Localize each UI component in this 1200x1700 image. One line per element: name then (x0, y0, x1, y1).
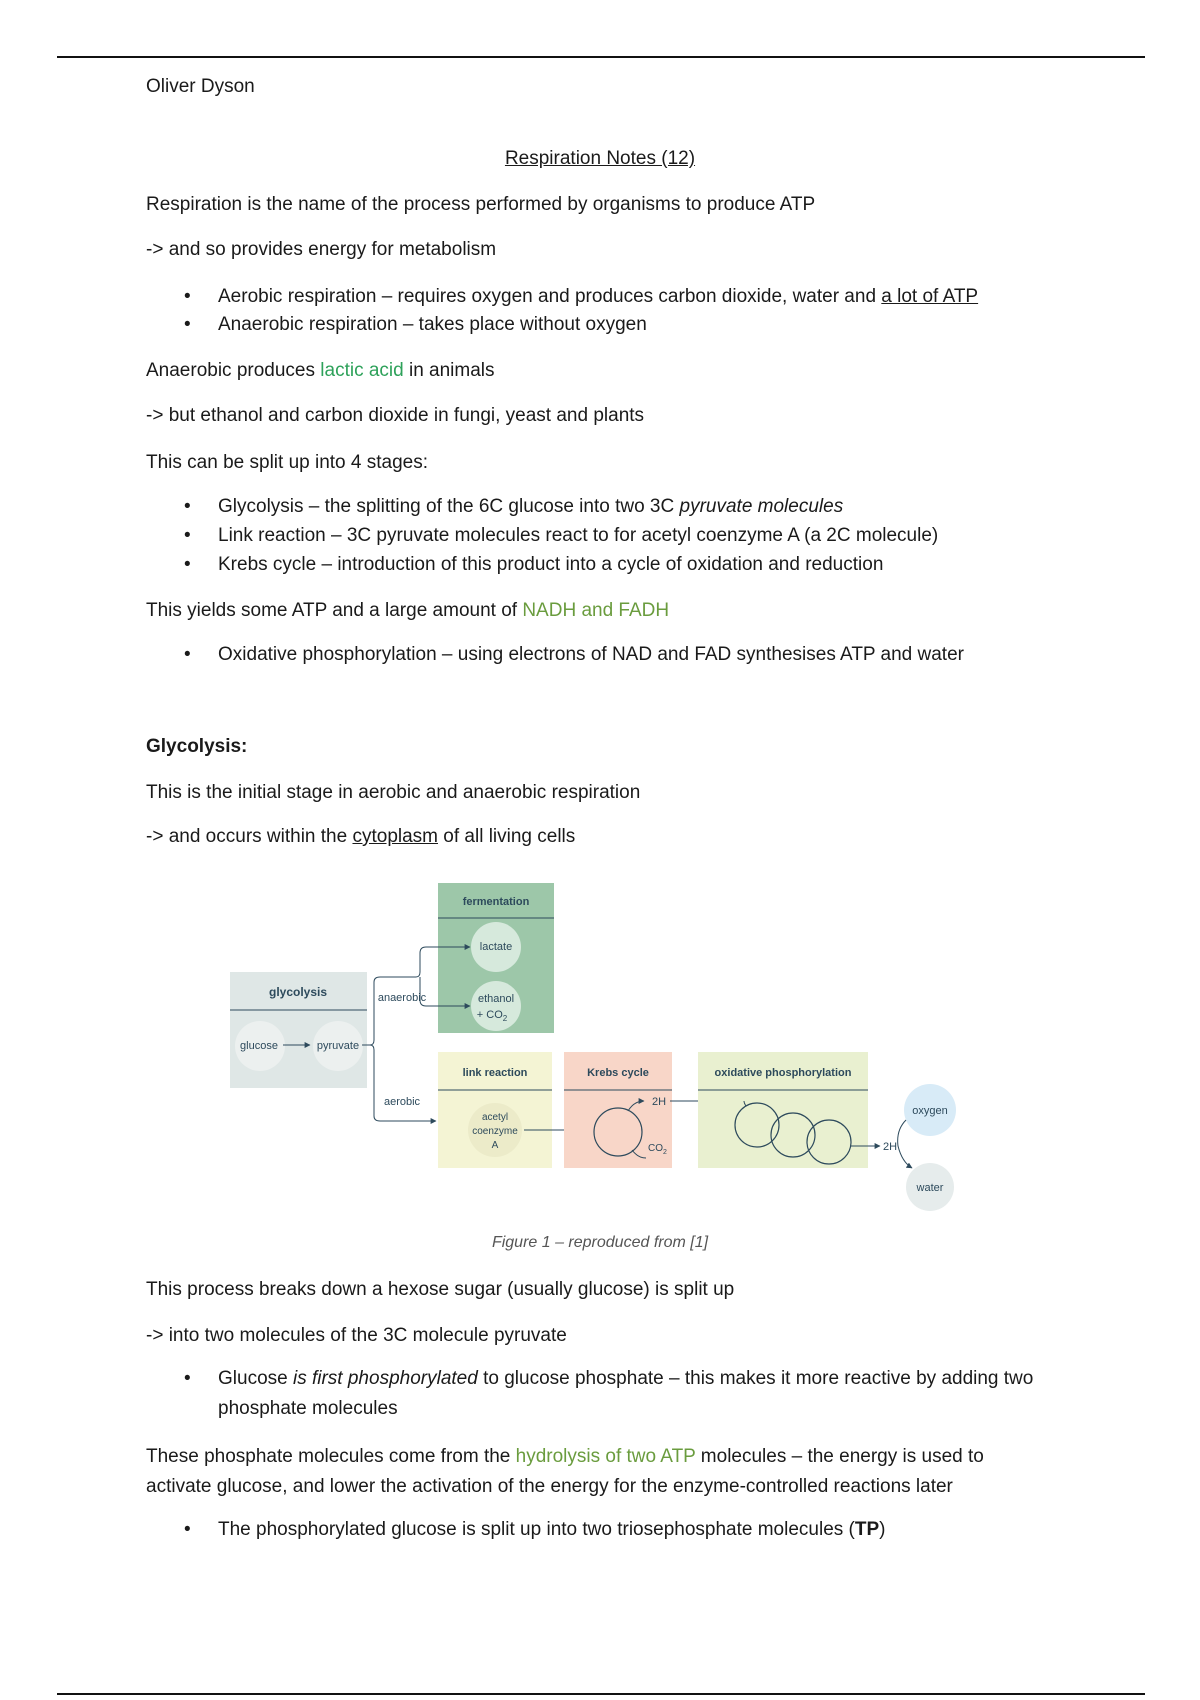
bullet-aerobic: • Aerobic respiration – requires oxygen and produces carbon dioxide, water and a lot of ATP (218, 282, 978, 312)
2h-label: 2H (883, 1141, 898, 1153)
intro-paragraph: Respiration is the name of the process performed by organisms to produce ATP (146, 194, 816, 215)
intro-paragraph: -> and so provides energy for metabolism (146, 239, 497, 260)
acetyl-label: acetyl (481, 1112, 509, 1123)
oxygen-label: oxygen (912, 1105, 948, 1117)
water-label: water (916, 1182, 944, 1194)
section-heading: Glycolysis: (146, 736, 248, 757)
glycolysis-label: glycolysis (268, 985, 328, 999)
bullet-stage-oxphos: • Oxidative phosphorylation – using electrons of NAD and FAD synthesises ATP and water (218, 640, 964, 670)
process-paragraph: This process breaks down a hexose sugar (usually glucose) is split up (146, 1279, 735, 1300)
page-title: Respiration Notes (12) (504, 148, 696, 169)
krebs-label: Krebs cycle (587, 1067, 649, 1079)
author-name: Oliver Dyson (146, 76, 255, 97)
fermentation-label: fermentation (462, 896, 530, 908)
bottom-rule (57, 1693, 1145, 1695)
bullet-stage-krebs: • Krebs cycle – introduction of this product into a cycle of oxidation and reduction (218, 550, 883, 580)
aerobic-label: aerobic (383, 1096, 421, 1108)
figure-caption: Figure 1 – reproduced from [1] (491, 1234, 709, 1251)
ethanol-label: ethanol (477, 993, 515, 1005)
anaerobic-label: anaerobic (377, 992, 427, 1004)
intro-paragraph: Anaerobic produces lactic acid in animals (146, 360, 495, 381)
process-paragraph: -> into two molecules of the 3C molecule pyruvate (146, 1325, 567, 1346)
bullet-stage-glycolysis: • Glycolysis – the splitting of the 6C glucose into two 3C pyruvate molecules (218, 492, 843, 522)
oxphos-label: oxidative phosphorylation (714, 1067, 852, 1079)
pyruvate-label: pyruvate (316, 1040, 360, 1052)
link-reaction-label: link reaction (462, 1067, 528, 1079)
intro-paragraph: -> but ethanol and carbon dioxide in fungi, yeast and plants (146, 405, 645, 426)
a-label: A (491, 1140, 499, 1151)
glycolysis-paragraph: This is the initial stage in aerobic and anaerobic respiration (146, 782, 641, 803)
glycolysis-paragraph: -> and occurs within the cytoplasm of all living cells (146, 826, 576, 847)
co2-label: $CO_2$ (648, 1143, 667, 1156)
bullet-stage-link: • Link reaction – 3C pyruvate molecules react to for acetyl coenzyme A (a 2C molecule) (218, 521, 938, 551)
coenzyme-label: coenzyme (472, 1126, 518, 1137)
2h-label: 2H (652, 1096, 667, 1108)
process-paragraph: activate glucose, and lower the activation of the energy for the enzyme-controlled reactions later (146, 1476, 953, 1497)
intro-paragraph: This yields some ATP and a large amount of NADH and FADH (146, 600, 670, 621)
intro-paragraph: This can be split up into 4 stages: (146, 452, 428, 473)
lactate-label: lactate (479, 941, 513, 953)
bullet-anaerobic: • Anaerobic respiration – takes place without oxygen (218, 310, 647, 340)
glucose-label: glucose (240, 1040, 278, 1052)
bullet-triosephosphate: • The phosphorylated glucose is split up into two triosephosphate molecules (TP) (218, 1515, 885, 1545)
bullet-phosphorylation: • Glucose is first phosphorylated to glucose phosphate – this makes it more reactive by adding two phosphate molecules (218, 1364, 1068, 1424)
process-paragraph: These phosphate molecules come from the hydrolysis of two ATP molecules – the energy is used to (146, 1446, 984, 1467)
co2-label: + $CO_2$ (476, 1009, 508, 1023)
